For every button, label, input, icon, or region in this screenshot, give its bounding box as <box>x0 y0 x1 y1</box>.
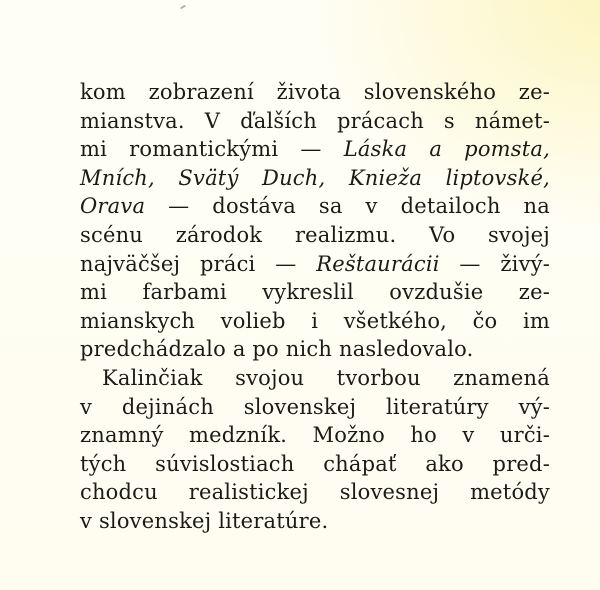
text-segment: chodcu realistickej slovesnej metódy <box>80 480 550 505</box>
text-segment: znamný medzník. Možno ho v urči- <box>80 423 550 448</box>
italic-title-segment: Láska a pomsta, <box>343 137 550 162</box>
text-line <box>80 135 550 164</box>
paragraph <box>80 78 550 364</box>
text-segment: mi farbami vykreslil ovzdušie ze- <box>80 280 550 305</box>
text-line <box>80 192 550 221</box>
italic-title-segment: Orava <box>80 194 146 219</box>
text-segment: tých súvislostiach chápať ako pred- <box>80 451 550 476</box>
text-segment: najväčšej práci — <box>80 251 317 276</box>
text-segment: v slovenskej literatúre. <box>80 508 329 533</box>
text-line <box>80 478 550 507</box>
text-segment: — živý- <box>439 251 550 276</box>
text-line <box>80 450 550 479</box>
text-segment: — dostáva sa v detailoch na <box>145 194 550 219</box>
text-line <box>80 250 550 279</box>
text-line <box>80 507 550 536</box>
text-segment: mianskych volieb i všetkého, čo im <box>80 308 550 333</box>
text-line <box>80 421 550 450</box>
italic-title-segment: Mních, Svätý Duch, Knieža liptovské, <box>80 165 550 190</box>
text-segment: mianstva. V ďalších prácach s námet- <box>80 108 550 133</box>
text-line <box>80 164 550 193</box>
text-line <box>80 107 550 136</box>
text-segment: Kalinčiak svojou tvorbou znamená <box>102 365 550 390</box>
body-text <box>80 78 550 536</box>
text-segment: v dejinách slovenskej literatúry vý- <box>80 394 550 419</box>
paragraph <box>80 364 550 536</box>
text-line <box>80 335 550 364</box>
text-line <box>80 393 550 422</box>
text-segment: mi romantickými — <box>80 137 344 162</box>
italic-title-segment: Reštaurácii <box>316 251 440 276</box>
text-segment: scénu zárodok realizmu. Vo svojej <box>80 222 550 247</box>
text-line <box>80 78 550 107</box>
text-line <box>80 364 550 393</box>
paper-speck <box>180 5 186 10</box>
text-segment: predchádzalo a po nich nasledovalo. <box>80 337 474 362</box>
text-segment: kom zobrazení života slovenského ze- <box>80 80 550 104</box>
text-line <box>80 221 550 250</box>
text-line <box>80 307 550 336</box>
text-line <box>80 278 550 307</box>
